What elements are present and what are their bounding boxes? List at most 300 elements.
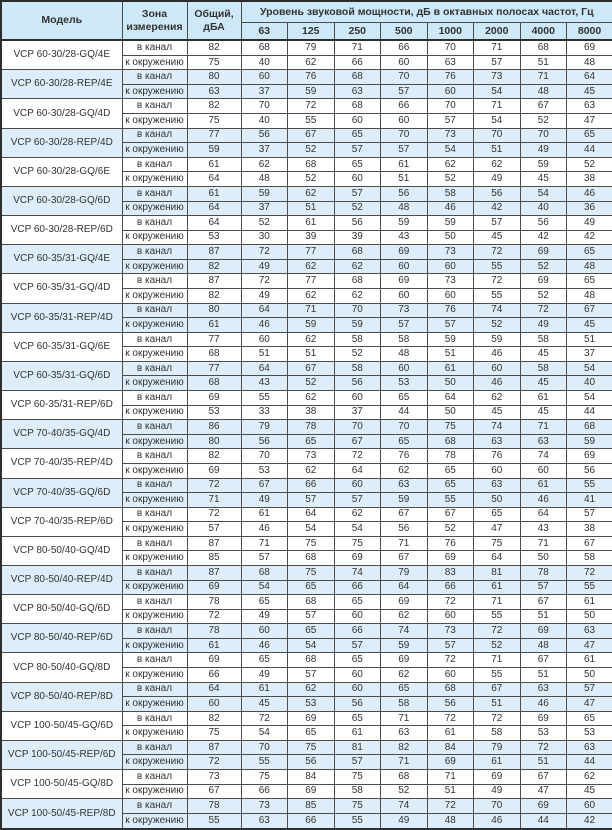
band-value: 79: [474, 740, 521, 755]
zone-label-ambient: к окружению: [122, 376, 187, 391]
band-value: 71: [427, 770, 474, 785]
band-value: 60: [381, 259, 428, 274]
band-value: 74: [474, 420, 521, 435]
band-value: 52: [288, 172, 335, 187]
band-value: 47: [567, 638, 612, 653]
zone-label-duct: в канал: [122, 303, 187, 318]
band-value: 64: [241, 303, 288, 318]
band-value: 74: [381, 624, 428, 639]
band-value: 44: [520, 813, 567, 829]
band-value: 57: [334, 493, 381, 508]
band-value: 59: [567, 434, 612, 449]
band-value: 52: [427, 172, 474, 187]
band-value: 69: [288, 711, 335, 726]
band-value: 60: [474, 463, 521, 478]
band-value: 53: [567, 726, 612, 741]
band-value: 73: [474, 70, 521, 85]
band-value: 64: [520, 507, 567, 522]
model-name: VCP 60-35/31-REP/4D: [1, 303, 122, 332]
band-value: 74: [520, 449, 567, 464]
band-value: 63: [520, 434, 567, 449]
band-value: 40: [520, 201, 567, 216]
band-value: 65: [567, 245, 612, 260]
band-value: 71: [381, 711, 428, 726]
band-value: 57: [288, 668, 335, 683]
zone-label-ambient: к окружению: [122, 143, 187, 158]
zone-label-ambient: к окружению: [122, 434, 187, 449]
band-value: 62: [474, 391, 521, 406]
total-dba-value: 59: [187, 143, 241, 158]
zone-label-ambient: к окружению: [122, 172, 187, 187]
table-row: [1, 740, 612, 755]
zone-label-ambient: к окружению: [122, 347, 187, 362]
band-value: 54: [334, 522, 381, 537]
zone-label-ambient: к окружению: [122, 114, 187, 129]
zone-label-ambient: к окружению: [122, 755, 187, 770]
band-value: 70: [474, 128, 521, 143]
band-value: 54: [567, 391, 612, 406]
band-value: 68: [520, 40, 567, 55]
table-row: [1, 274, 612, 289]
band-value: 41: [567, 493, 612, 508]
band-value: 71: [474, 653, 521, 668]
band-value: 72: [288, 99, 335, 114]
freq-header-2000: 2000: [474, 22, 521, 40]
band-value: 65: [381, 434, 428, 449]
band-value: 55: [567, 478, 612, 493]
band-value: 61: [474, 755, 521, 770]
band-value: 63: [567, 740, 612, 755]
band-value: 54: [288, 638, 335, 653]
total-dba-value: 75: [187, 55, 241, 70]
total-dba-value: 61: [187, 157, 241, 172]
table-row: [1, 478, 612, 493]
band-value: 70: [381, 128, 428, 143]
band-value: 74: [334, 565, 381, 580]
table-row: [1, 799, 612, 814]
zone-label-ambient: к окружению: [122, 697, 187, 712]
band-value: 54: [241, 580, 288, 595]
band-value: 52: [520, 288, 567, 303]
band-value: 50: [427, 230, 474, 245]
band-value: 62: [288, 288, 335, 303]
band-value: 57: [474, 55, 521, 70]
table-row: [1, 624, 612, 639]
band-value: 54: [288, 522, 335, 537]
zone-label-duct: в канал: [122, 740, 187, 755]
band-value: 49: [520, 143, 567, 158]
band-value: 36: [567, 201, 612, 216]
band-value: 39: [334, 230, 381, 245]
band-value: 67: [474, 682, 521, 697]
band-value: 65: [427, 478, 474, 493]
band-value: 67: [288, 128, 335, 143]
band-value: 56: [334, 697, 381, 712]
total-dba-value: 85: [187, 551, 241, 566]
model-name: VCP 60-30/28-REP/6D: [1, 216, 122, 245]
freq-header-1000: 1000: [427, 22, 474, 40]
band-value: 66: [334, 624, 381, 639]
band-value: 63: [520, 682, 567, 697]
total-dba-value: 77: [187, 332, 241, 347]
band-value: 60: [381, 288, 428, 303]
band-value: 49: [567, 216, 612, 231]
band-value: 68: [288, 595, 335, 610]
band-value: 46: [241, 318, 288, 333]
band-value: 69: [567, 449, 612, 464]
table-row: [1, 770, 612, 785]
band-value: 70: [241, 449, 288, 464]
band-value: 58: [474, 726, 521, 741]
band-value: 57: [567, 507, 612, 522]
band-value: 69: [381, 653, 428, 668]
table-row: [1, 507, 612, 522]
band-value: 59: [381, 216, 428, 231]
band-value: 54: [427, 143, 474, 158]
table-row: [1, 157, 612, 172]
band-value: 79: [288, 40, 335, 55]
band-value: 64: [474, 551, 521, 566]
band-value: 52: [520, 259, 567, 274]
band-value: 58: [334, 361, 381, 376]
band-value: 59: [520, 157, 567, 172]
table-row: [1, 565, 612, 580]
band-value: 65: [381, 682, 428, 697]
band-value: 55: [241, 391, 288, 406]
band-value: 42: [567, 813, 612, 829]
band-value: 63: [427, 55, 474, 70]
band-value: 56: [241, 434, 288, 449]
total-dba-value: 78: [187, 624, 241, 639]
band-value: 66: [334, 55, 381, 70]
band-value: 73: [288, 449, 335, 464]
total-dba-value: 73: [187, 770, 241, 785]
band-value: 59: [288, 84, 335, 99]
band-value: 77: [288, 245, 335, 260]
band-value: 51: [520, 55, 567, 70]
zone-label-duct: в канал: [122, 507, 187, 522]
band-value: 48: [567, 259, 612, 274]
total-dba-value: 61: [187, 186, 241, 201]
band-value: 69: [381, 245, 428, 260]
band-value: 46: [241, 638, 288, 653]
band-value: 53: [288, 697, 335, 712]
zone-label-ambient: к окружению: [122, 726, 187, 741]
band-value: 54: [474, 114, 521, 129]
band-value: 66: [381, 99, 428, 114]
band-value: 72: [427, 711, 474, 726]
total-dba-value: 82: [187, 288, 241, 303]
total-dba-value: 80: [187, 303, 241, 318]
band-value: 57: [520, 580, 567, 595]
band-value: 51: [241, 347, 288, 362]
model-name: VCP 60-30/28-REP/4E: [1, 70, 122, 99]
band-value: 54: [567, 361, 612, 376]
band-value: 49: [381, 813, 428, 829]
total-dba-value: 55: [187, 813, 241, 829]
band-value: 33: [241, 405, 288, 420]
zone-label-duct: в канал: [122, 653, 187, 668]
table-row: [1, 99, 612, 114]
table-body: [1, 40, 612, 829]
band-value: 69: [520, 799, 567, 814]
zone-label-duct: в канал: [122, 40, 187, 55]
band-value: 60: [334, 391, 381, 406]
band-value: 72: [241, 711, 288, 726]
band-value: 59: [241, 186, 288, 201]
total-dba-value: 53: [187, 405, 241, 420]
zone-label-duct: в канал: [122, 595, 187, 610]
band-value: 56: [427, 697, 474, 712]
band-value: 59: [288, 318, 335, 333]
band-value: 48: [381, 347, 428, 362]
band-value: 46: [474, 376, 521, 391]
band-value: 51: [381, 172, 428, 187]
zone-label-duct: в канал: [122, 245, 187, 260]
table-row: [1, 595, 612, 610]
band-value: 65: [241, 595, 288, 610]
band-value: 62: [381, 463, 428, 478]
band-value: 65: [567, 274, 612, 289]
band-value: 52: [474, 638, 521, 653]
band-value: 49: [241, 493, 288, 508]
band-value: 76: [427, 536, 474, 551]
total-dba-value: 75: [187, 726, 241, 741]
band-value: 70: [241, 740, 288, 755]
total-dba-value: 87: [187, 245, 241, 260]
zone-label-ambient: к окружению: [122, 230, 187, 245]
band-value: 68: [427, 434, 474, 449]
band-value: 78: [288, 420, 335, 435]
band-value: 52: [520, 114, 567, 129]
column-header-zone: Зона измерения: [122, 1, 187, 40]
band-value: 61: [520, 391, 567, 406]
band-value: 69: [381, 595, 428, 610]
band-value: 62: [334, 259, 381, 274]
band-value: 42: [567, 230, 612, 245]
band-value: 60: [334, 668, 381, 683]
table-row: [1, 449, 612, 464]
band-value: 62: [241, 157, 288, 172]
zone-label-ambient: к окружению: [122, 493, 187, 508]
band-value: 65: [288, 434, 335, 449]
total-dba-value: 61: [187, 638, 241, 653]
band-value: 38: [288, 405, 335, 420]
band-value: 45: [520, 347, 567, 362]
band-value: 56: [334, 376, 381, 391]
table-row: [1, 245, 612, 260]
total-dba-value: 53: [187, 230, 241, 245]
band-value: 56: [381, 522, 428, 537]
band-value: 57: [474, 216, 521, 231]
band-value: 55: [567, 580, 612, 595]
band-value: 53: [381, 376, 428, 391]
model-name: VCP 70-40/35-GQ/6D: [1, 478, 122, 507]
band-value: 39: [288, 230, 335, 245]
band-value: 76: [474, 449, 521, 464]
band-value: 64: [381, 580, 428, 595]
band-value: 57: [334, 638, 381, 653]
column-header-total-dba: Общий, дБА: [187, 1, 241, 40]
band-value: 65: [567, 128, 612, 143]
band-value: 52: [288, 376, 335, 391]
band-value: 37: [241, 143, 288, 158]
band-value: 63: [567, 624, 612, 639]
band-value: 73: [241, 799, 288, 814]
band-value: 42: [520, 230, 567, 245]
band-value: 72: [520, 740, 567, 755]
band-value: 70: [334, 420, 381, 435]
band-value: 59: [474, 332, 521, 347]
band-value: 57: [334, 143, 381, 158]
band-value: 62: [288, 186, 335, 201]
band-value: 57: [241, 551, 288, 566]
total-dba-value: 69: [187, 580, 241, 595]
band-value: 48: [520, 638, 567, 653]
band-value: 52: [241, 216, 288, 231]
band-value: 63: [381, 478, 428, 493]
band-value: 71: [288, 303, 335, 318]
band-value: 37: [241, 201, 288, 216]
table-row: [1, 186, 612, 201]
total-dba-value: 66: [187, 668, 241, 683]
band-value: 50: [567, 609, 612, 624]
band-value: 68: [241, 565, 288, 580]
zone-label-duct: в канал: [122, 274, 187, 289]
total-dba-value: 69: [187, 391, 241, 406]
band-value: 62: [288, 682, 335, 697]
band-value: 56: [241, 128, 288, 143]
total-dba-value: 80: [187, 434, 241, 449]
table-row: [1, 711, 612, 726]
band-value: 58: [334, 784, 381, 799]
model-name: VCP 60-30/28-GQ/6D: [1, 186, 122, 215]
model-name: VCP 60-30/28-GQ/6E: [1, 157, 122, 186]
band-value: 58: [520, 332, 567, 347]
model-name: VCP 100-50/45-REP/8D: [1, 799, 122, 829]
band-value: 75: [288, 536, 335, 551]
band-value: 57: [567, 682, 612, 697]
freq-header-4000: 4000: [520, 22, 567, 40]
zone-label-ambient: к окружению: [122, 201, 187, 216]
band-value: 78: [427, 449, 474, 464]
zone-label-ambient: к окружению: [122, 318, 187, 333]
freq-header-500: 500: [381, 22, 428, 40]
band-value: 58: [567, 551, 612, 566]
band-value: 49: [241, 668, 288, 683]
zone-label-ambient: к окружению: [122, 84, 187, 99]
zone-label-duct: в канал: [122, 420, 187, 435]
band-value: 38: [567, 522, 612, 537]
band-value: 70: [241, 99, 288, 114]
total-dba-value: 64: [187, 201, 241, 216]
band-value: 70: [381, 420, 428, 435]
band-value: 51: [567, 332, 612, 347]
band-value: 64: [427, 391, 474, 406]
band-value: 46: [241, 522, 288, 537]
band-value: 51: [520, 668, 567, 683]
band-value: 60: [427, 609, 474, 624]
band-value: 79: [241, 420, 288, 435]
freq-header-250: 250: [334, 22, 381, 40]
total-dba-value: 82: [187, 40, 241, 55]
table-row: [1, 303, 612, 318]
band-value: 52: [381, 784, 428, 799]
model-name: VCP 60-35/31-GQ/4D: [1, 274, 122, 303]
band-value: 68: [288, 551, 335, 566]
table-row: [1, 420, 612, 435]
band-value: 72: [474, 624, 521, 639]
total-dba-value: 64: [187, 172, 241, 187]
total-dba-value: 72: [187, 609, 241, 624]
total-dba-value: 87: [187, 565, 241, 580]
band-value: 52: [334, 201, 381, 216]
band-value: 49: [241, 609, 288, 624]
band-value: 67: [427, 507, 474, 522]
band-value: 48: [520, 84, 567, 99]
band-value: 76: [288, 70, 335, 85]
zone-label-duct: в канал: [122, 770, 187, 785]
band-value: 57: [381, 143, 428, 158]
band-value: 78: [520, 565, 567, 580]
band-value: 60: [520, 463, 567, 478]
band-value: 66: [334, 580, 381, 595]
band-value: 57: [427, 318, 474, 333]
zone-label-duct: в канал: [122, 391, 187, 406]
band-value: 62: [288, 391, 335, 406]
band-value: 65: [334, 711, 381, 726]
model-name: VCP 60-35/31-REP/6D: [1, 391, 122, 420]
band-value: 68: [288, 157, 335, 172]
table-row: [1, 391, 612, 406]
band-value: 70: [520, 128, 567, 143]
band-value: 65: [427, 463, 474, 478]
band-value: 68: [334, 70, 381, 85]
band-value: 46: [474, 347, 521, 362]
band-value: 52: [334, 347, 381, 362]
band-value: 67: [520, 770, 567, 785]
model-name: VCP 70-40/35-GQ/4D: [1, 420, 122, 449]
band-value: 71: [334, 40, 381, 55]
band-value: 59: [334, 318, 381, 333]
model-name: VCP 100-50/45-GQ/6D: [1, 711, 122, 740]
band-value: 65: [334, 157, 381, 172]
band-value: 37: [241, 84, 288, 99]
band-value: 49: [474, 172, 521, 187]
band-value: 60: [334, 478, 381, 493]
band-value: 73: [427, 245, 474, 260]
band-value: 59: [427, 332, 474, 347]
band-value: 72: [241, 274, 288, 289]
band-value: 60: [427, 259, 474, 274]
band-value: 56: [381, 186, 428, 201]
band-value: 61: [241, 507, 288, 522]
band-value: 64: [334, 463, 381, 478]
freq-header-8000: 8000: [567, 22, 612, 40]
band-value: 60: [381, 114, 428, 129]
band-value: 56: [334, 216, 381, 231]
zone-label-ambient: к окружению: [122, 668, 187, 683]
zone-label-ambient: к окружению: [122, 55, 187, 70]
total-dba-value: 77: [187, 361, 241, 376]
total-dba-value: 87: [187, 536, 241, 551]
band-value: 47: [474, 522, 521, 537]
band-value: 51: [474, 143, 521, 158]
band-value: 61: [474, 580, 521, 595]
band-value: 51: [427, 784, 474, 799]
band-value: 66: [427, 580, 474, 595]
band-value: 65: [288, 726, 335, 741]
